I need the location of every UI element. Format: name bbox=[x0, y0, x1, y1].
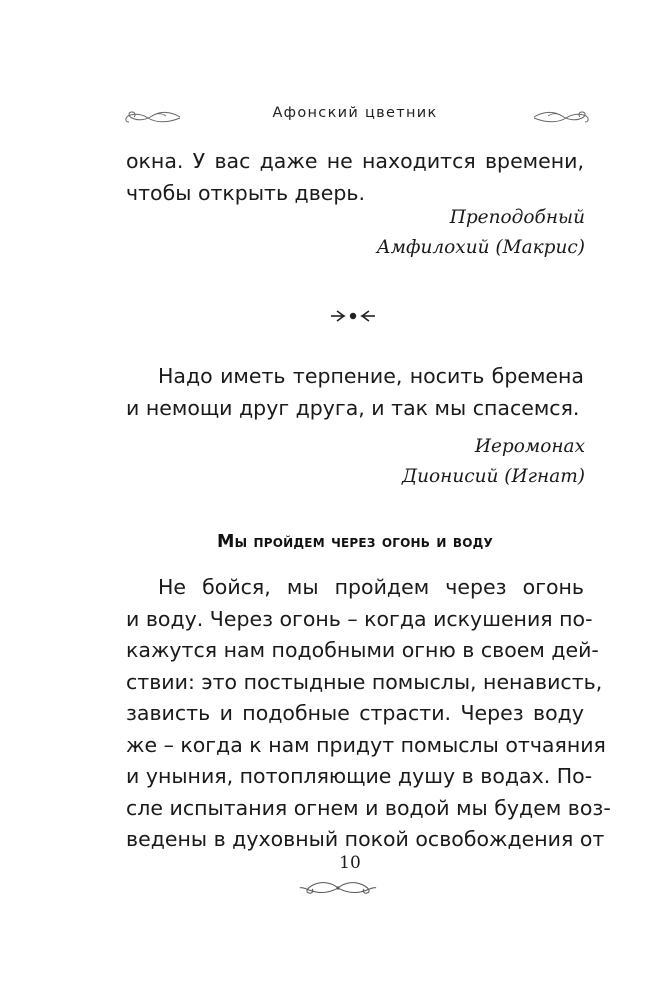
quote-2-author-name: Дионисий (Игнат) bbox=[402, 466, 585, 487]
running-head-title: Афонский цветник bbox=[272, 105, 438, 121]
body-line: кажутся нам подобными огню в своем дей- bbox=[126, 638, 599, 662]
body-line: ствии: это постыдные помыслы, ненависть, bbox=[126, 669, 603, 694]
quote-2-text bbox=[126, 361, 584, 424]
body-line: и воду. Через огонь – когда искушения по- bbox=[126, 606, 593, 631]
body-line: сле испытания огнем и водой мы будем воз- bbox=[126, 795, 611, 820]
quote-2-line: Надо иметь терпение, носить бремена bbox=[158, 364, 584, 388]
quote-1-line: чтобы открыть дверь. bbox=[126, 180, 366, 205]
section-body bbox=[126, 572, 611, 856]
quote-1-text bbox=[126, 146, 584, 209]
quote-2-line: и немощи друг друга, и так мы спасемся. bbox=[126, 395, 580, 420]
quote-2-author-title: Иеромонах bbox=[474, 436, 585, 457]
page-number: 10 bbox=[339, 853, 361, 873]
quote-1-author-title: Преподобный bbox=[449, 207, 585, 228]
quote-2-attribution bbox=[300, 432, 585, 492]
footer-flourish-icon bbox=[299, 878, 377, 898]
quote-1-author-name: Амфилохий (Макрис) bbox=[376, 237, 585, 258]
body-line: же – когда к нам придут помыслы отчаяния bbox=[126, 732, 606, 757]
dot-fleuron-separator-icon bbox=[330, 308, 376, 324]
body-line: зависть и подобные страсти. Через воду bbox=[126, 701, 584, 725]
body-line: и уныния, потопляющие душу в водах. По- bbox=[126, 764, 593, 788]
header-left-flourish-icon bbox=[122, 107, 182, 127]
section-heading: Мы пройдем через огонь и воду bbox=[217, 532, 493, 552]
header-right-flourish-icon bbox=[532, 107, 592, 127]
body-line: Не бойся, мы пройдем через огонь bbox=[158, 575, 584, 599]
body-line: ведены в духовный покой освобождения от bbox=[126, 827, 605, 851]
quote-1-line: окна. У вас даже не находится времени, bbox=[126, 149, 584, 173]
quote-1-attribution bbox=[300, 203, 585, 263]
